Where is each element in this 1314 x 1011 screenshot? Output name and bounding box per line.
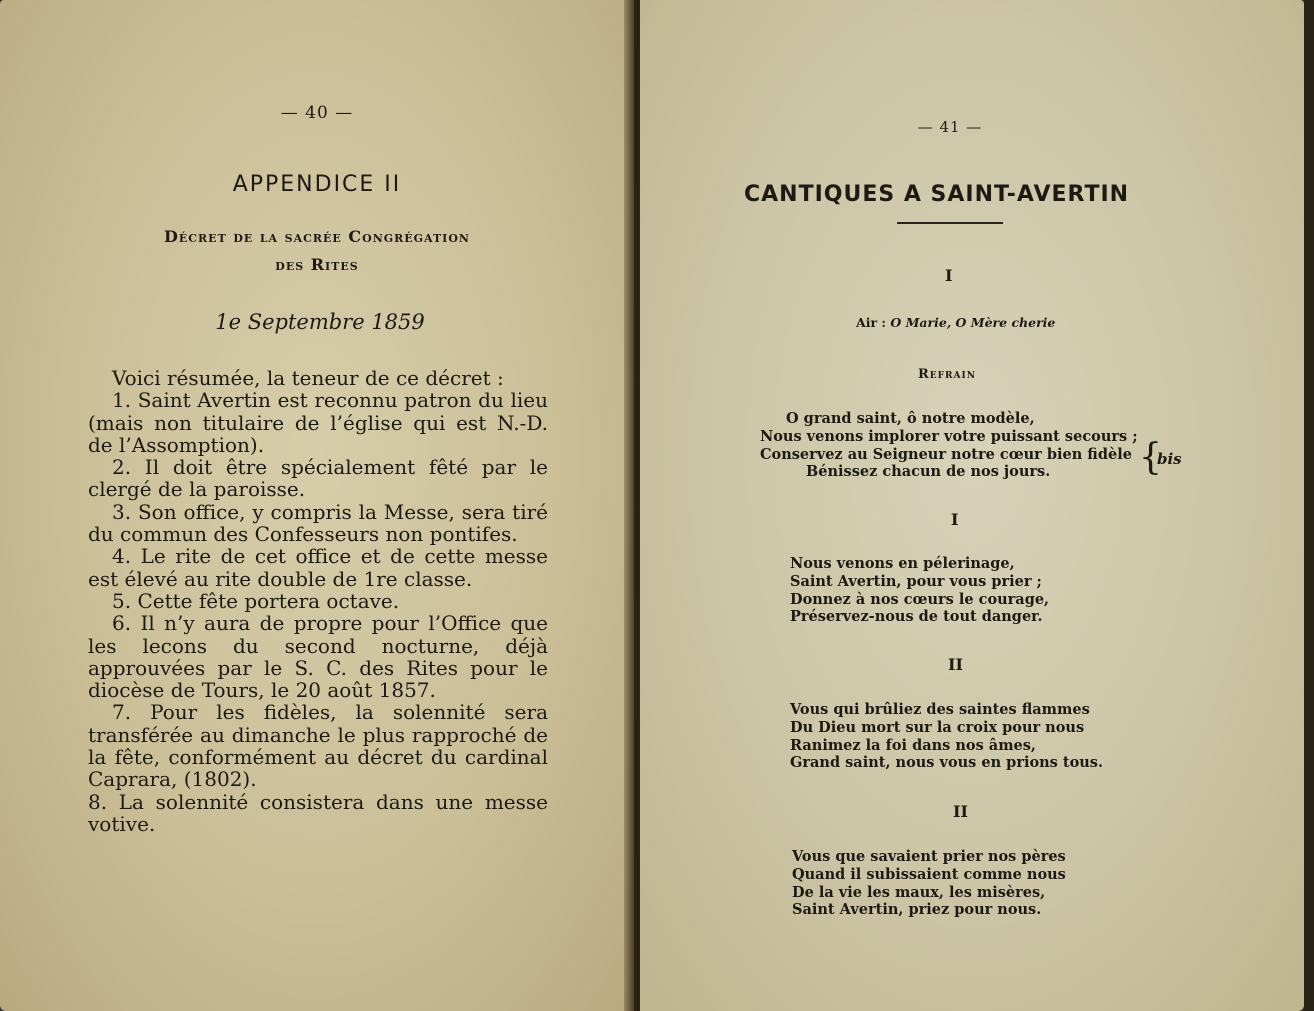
stanza-line: Préservez-nous de tout danger. [790, 608, 1043, 626]
stanza-line: Vous qui brûliez des saintes flammes [790, 701, 1090, 718]
refrain-label: Refrain [918, 367, 976, 382]
section-numeral: I [945, 266, 953, 285]
refrain-line: Bénissez chacun de nos jours. [806, 463, 1051, 481]
stanza-1-numeral: I [951, 510, 959, 529]
refrain-line: Nous venons implorer votre puissant secours ; [760, 427, 1138, 445]
stanza-line: Donnez à nos cœurs le courage, [790, 590, 1050, 608]
paragraph-item-4: 4. Le rite de cet office et de cette messe est élevé au rite double de 1re classe. [88, 544, 548, 591]
paragraph-item-6: 6. Il n’y aura de propre pour l’Office que les lecons du second nocturne, déjà approuvées par le S. C. des Rites pour le diocèse de Tours, le 20 août 1857. [88, 611, 548, 703]
paragraph-item-5: 5. Cette fête portera octave. [112, 588, 400, 613]
air-label: Air : [856, 315, 886, 330]
stanza-line: Vous que savaient prier nos pères [792, 848, 1066, 865]
stanza-3-numeral: II [953, 802, 968, 821]
brace-glyph: { [1139, 437, 1162, 478]
paragraph-item-8: 8. La solennité consistera dans une messe votive. [88, 789, 548, 836]
page-number-right: — 41 — [917, 118, 983, 136]
refrain-line: Conservez au Seigneur notre cœur bien fidèle [760, 445, 1132, 463]
air-line [856, 315, 1055, 330]
title-underline [897, 222, 1003, 224]
stanza-line: Grand saint, nous vous en prions tous. [790, 754, 1104, 772]
decree-body [88, 367, 548, 835]
paragraph-item-3: 3. Son office, y compris la Messe, sera tiré du commun des Confesseurs non pontifes. [88, 499, 548, 547]
stanza-line: Ranimez la foi dans nos âmes, [790, 736, 1036, 754]
decree-heading-line1: Décret de la sacrée Congrégation [164, 227, 470, 246]
paragraph-item-7: 7. Pour les fidèles, la solennité sera transférée au dimanche le plus rapproché de la fête, conformément au décret du cardinal Caprara, (1802). [88, 700, 548, 792]
air-value: O Marie, O Mère cherie [890, 315, 1056, 330]
bis-marker: bis [1157, 450, 1182, 468]
decree-date: 1e Septembre 1859 [215, 310, 425, 334]
paragraph-item-2: 2. Il doit être spécialement fêté par le clergé de la paroisse. [88, 455, 548, 502]
refrain-text [760, 410, 1138, 481]
stanza-2-numeral: II [948, 655, 963, 674]
stanza-line: Du Dieu mort sur la croix pour nous [790, 718, 1085, 736]
decree-heading-line2: des Rites [275, 255, 359, 274]
appendix-title: APPENDICE II [232, 172, 402, 197]
stanza-2 [790, 701, 1103, 772]
stanza-line: Saint Avertin, priez pour nous. [792, 901, 1042, 919]
stanza-line: Quand il subissaient comme nous [792, 865, 1066, 883]
book-edge [1304, 0, 1314, 1011]
stanza-line: De la vie les maux, les misères, [792, 883, 1046, 901]
stanza-line: Saint Avertin, pour vous prier ; [790, 572, 1042, 590]
paragraph-intro: Voici résumée, la teneur de ce décret : [112, 366, 504, 390]
paragraph-item-1: 1. Saint Avertin est reconnu patron du lieu (mais non titulaire de l’église qui est N.-D. de l’Assomption). [88, 388, 548, 457]
page-number-left: — 40 — [280, 103, 354, 123]
left-page [0, 0, 634, 1011]
cantiques-title: CANTIQUES A SAINT-AVERTIN [744, 182, 1130, 207]
stanza-1 [790, 555, 1049, 626]
stanza-line: Nous venons en pélerinage, [790, 555, 1015, 572]
stanza-3 [792, 848, 1066, 919]
refrain-line: O grand saint, ô notre modèle, [786, 410, 1035, 427]
